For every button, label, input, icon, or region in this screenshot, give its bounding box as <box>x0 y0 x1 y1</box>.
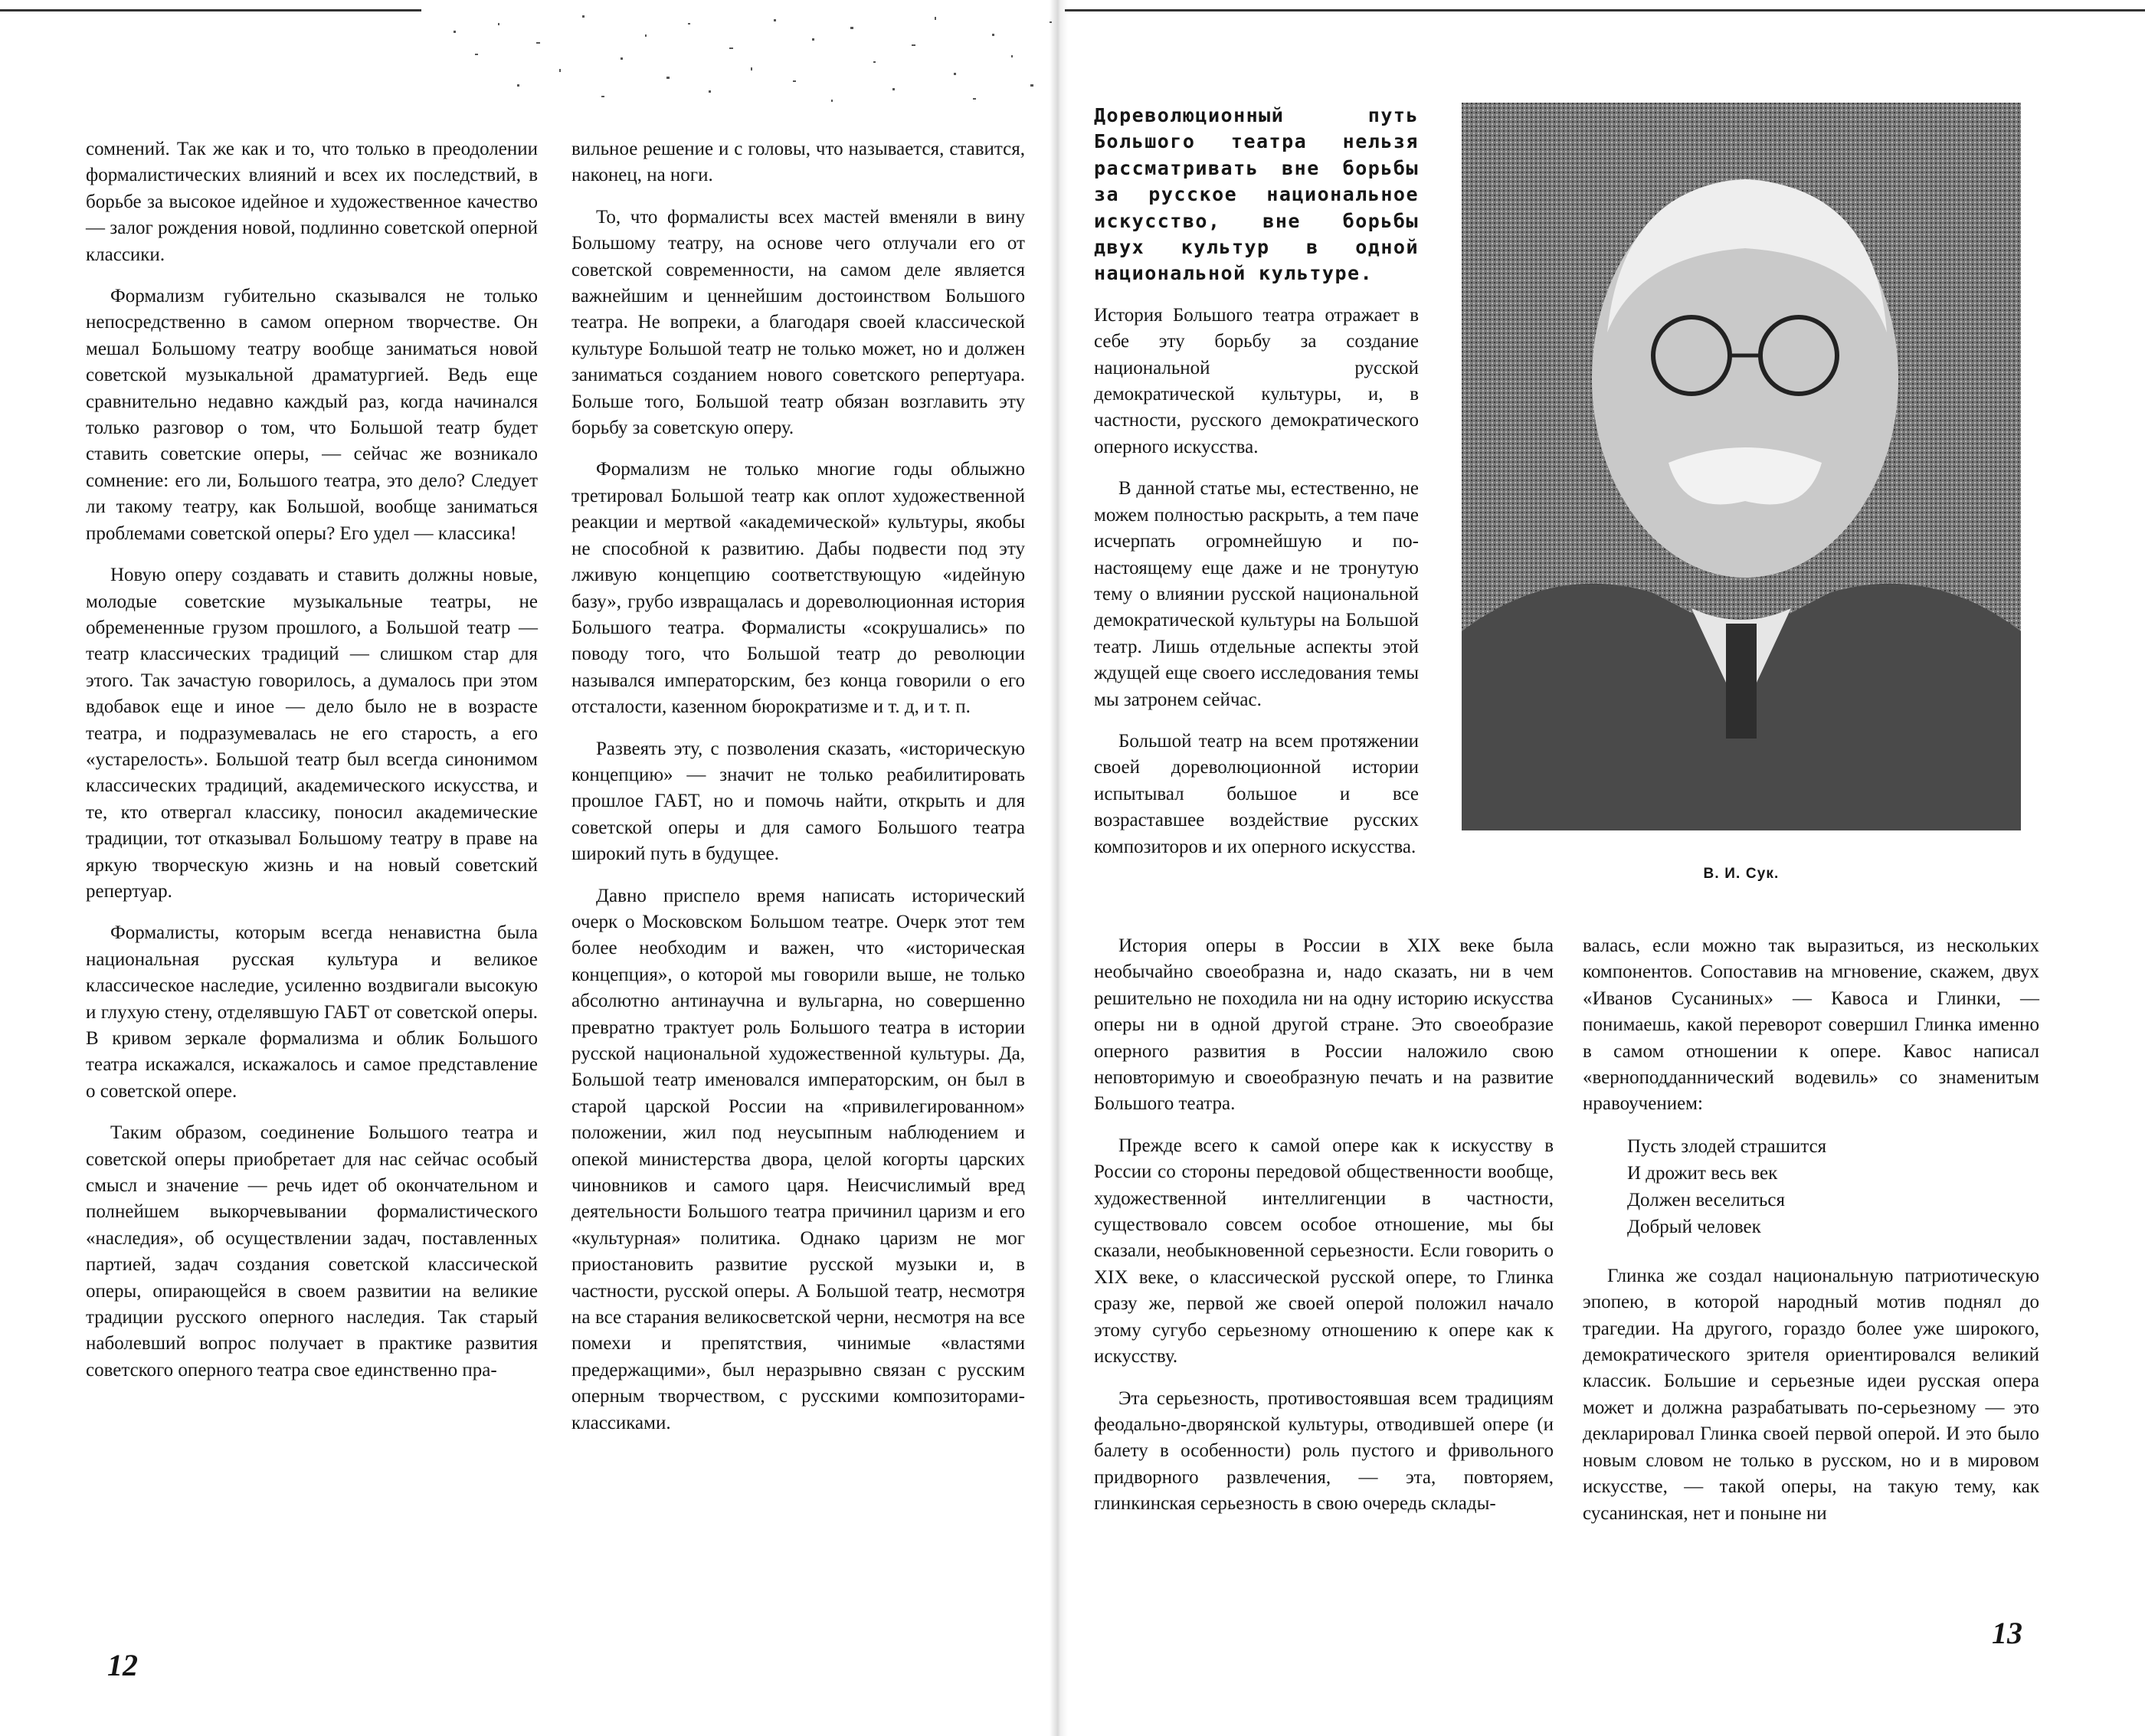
paragraph: Глинка же создал национальную патриотическую эпопею, в которой народный мотив поднял до трагедии. На другого, гораздо более уже широкого, демократического зрителя ориентировался великий классик. Большие и серьезные идеи русская опера может и должна разрабатывать по-серьезному — это декларировал Глинка своей первой оперой. И это было новым словом не только в русском, но и в мировом искусстве, — такой оперы, на такую тему, как сусанинская, нет и поныне ни <box>1583 1265 2039 1524</box>
poem-line: Должен веселиться <box>1627 1189 1786 1210</box>
paragraph: В данной статье мы, естественно, не можем полностью раскрыть, а тем паче исчерпать огромнейшую и по-настоящему еще даже и не тронутую тему о влиянии русской национальной демократической культуры на Большой театр. Лишь отдельные аспекты этой ждущей еще своего исследования темы мы затронем сейчас. <box>1094 478 1419 710</box>
left-column-2 <box>571 136 1025 1452</box>
paragraph: Таким образом, соединение Большого театра и советской оперы приобретает для нас сейчас особый смысл и значение — речь идет об окончательном и полнейшем выкорчевывании формалистического «наследия», об осуществлении задач, поставленных партией, задач создания советской классической оперы, опирающейся в своем развитии на великие традиции русского оперного наследия. Так старый наболевший вопрос получает в практике развития советского оперного театра свое единственно пра- <box>86 1122 538 1381</box>
paragraph: Формалисты, которым всегда ненавистна была национальная русская культура и великое классическое наследие, усиленно воздвигали высокую и глухую стену, отделявшую ГАБТ от советской оперы. В кривом зеркале формализма и облик Большого театра искажался, искажалось и самое представление о советской опере. <box>86 922 538 1102</box>
paragraph: Прежде всего к самой опере как к искусству в России со стороны передовой общественности вообще, художественной интеллигенции в частности, существовало совсем особое отношение, мы бы сказали, необыкновенной серьезности. Если говорить о XIX веке, о классической русской опере, то Глинка сразу же, первой же своей оперой положил начало этому сугубо серьезному отношению к опере как к искусству. <box>1094 1135 1554 1368</box>
poem-line: И дрожит весь век <box>1627 1162 1778 1184</box>
paragraph: Формализм губительно сказывался не только непосредственно в самом оперном творчестве. Он мешал Большому театру вообще заниматься новой советской музыкальной драматургией. Ведь еще сравнительно недавно каждый раз, когда начинался только разговор о том, что Большой театр будет ставить советские оперы, — сейчас же возникало сомнение: его ли, Большого театра, это дело? Следует ли такому театру, как Большой, вообще заниматься проблемами советской оперы? Его удел — классика! <box>86 286 538 544</box>
paragraph: Большой театр на всем протяжении своей дореволюционной истории испытывал большое и все возраставшее воздействие русских композиторов и их оперного искусства. <box>1094 730 1419 857</box>
portrait-tie <box>1726 624 1757 739</box>
right-column-1-lower <box>1094 933 1554 1533</box>
right-column-1 <box>1094 103 1419 876</box>
left-column-1 <box>86 136 538 1399</box>
poem-line: Пусть злодей страшится <box>1627 1135 1827 1157</box>
paragraph: вильное решение и с головы, что называется, ставится, наконец, на ноги. <box>571 139 1025 186</box>
paragraph: валась, если можно так выразиться, из нескольких компонентов. Сопоставив на мгновение, скажем, двух «Иванов Сусаниных» — Кавоса и Глинки, — понимаешь, какой переворот совершил Глинка именно в самом отношении к опере. Кавос написал «верноподданнический водевиль» со знаменитым нравоучением: <box>1583 935 2039 1115</box>
paragraph: То, что формалисты всех мастей вменяли в вину Большому театру, на основе чего отлучали его от советской современности, на самом деле является важнейшим и ценнейшим достоинством Большого театра. Не вопреки, а благодаря своей классической культуре Большой театр не только может, но и должен заниматься созданием нового советского репертуара. Больше того, Большой театр обязан возглавить эту борьбу за советскую оперу. <box>571 206 1025 439</box>
right-column-2 <box>1583 933 2039 1542</box>
poem-line: Добрый человек <box>1627 1216 1761 1237</box>
paragraph: Развеять эту, с позволения сказать, «историческую концепцию» — значит не только реабилитировать прошлое ГАБТ, но и помочь найти, открыть и для советской оперы и для самого Большого театра широкий путь в будущее. <box>571 738 1025 865</box>
paragraph: сомнений. Так же как и то, что только в преодолении формалистических влияний и всех их последствий, в борьбе за высокое идейное и художественное качество — залог рождения новой, подлинно советской оперной классики. <box>86 139 538 265</box>
paragraph: Новую оперу создавать и ставить должны новые, молодые советские музыкальные театры, не обремененные грузом прошлого, а Большой театр — театр классических традиций — слишком стар для этого. Так зачастую говорилось, а думалось при этом вдобавок еще и иное — дело было не в возрасте театра, и подразумевалась не его старость, а его «устарелость». Большой театр был всегда синонимом классических традиций, академического искусства, и те, кто отвергал классику, поносил академические традиции, тот отказывал Большому театру в праве на яркую творческую жизнь и на новый советский репертуар. <box>86 565 538 902</box>
paragraph: Давно приспело время написать исторический очерк о Московском Большом театре. Очерк этот тем более необходим и важен, что «историческая концепция», о которой мы говорили выше, не только абсолютно антинаучна и вульгарна, но совершенно превратно трактует роль Большого театра в истории русской национальной художественной культуры. Да, Большой театр именовался императорским, он был в старой царской России на «привилегированном» положении, жил под неусыпным наблюдением и опекой министерства двора, целой когорты царских чиновников и самого царя. Неисчислимый вред деятельности Большого театра причинил царизм и его «культурная» политика. Однако царизм не мог приостановить развитие русской музыки и, в частности, русской оперы. А Большой театр, несмотря на все старания великосветской черни, несмотря на все помехи и препятствия, чинимые «властями предержащими», был неразрывно связан с русским оперным творчеством, с русскими композиторами-классиками. <box>571 885 1025 1433</box>
page-number-left: 12 <box>107 1648 138 1682</box>
photo-caption: В. И. Сук. <box>1703 866 1780 882</box>
poem-quote <box>1627 1133 2039 1240</box>
paragraph: История Большого театра отражает в себе эту борьбу за создание национальной русской демократической культуры, и, в частности, русского демократического оперного искусства. <box>1094 304 1419 457</box>
portrait-photo <box>1462 103 2021 830</box>
portrait-moustache <box>1669 447 1822 504</box>
page-number-right: 13 <box>1992 1616 2022 1650</box>
paragraph: Эта серьезность, противостоявшая всем традициям феодально-дворянской культуры, отводившей опере (и балету в особенности) роль пустого и фривольного придворного развлечения, — эта, повторяем, глинкинская серьезность в свою очередь склады- <box>1094 1387 1554 1515</box>
paragraph: Формализм не только многие годы облыжно третировал Большой театр как оплот художественной реакции и мертвой «академической» культуры, якобы не способной к развитию. Дабы подвести под эту лживую концепцию соответствующую «идейную базу», грубо извращалась и дореволюционная история Большого театра. Формалисты «сокрушались» по поводу того, что Большой театр до революции назывался императорским, без конца говорили о его отсталости, казенном бюрократизме и т. д, и т. п. <box>571 459 1025 718</box>
lead-paragraph: Дореволюционный путь Большого театра нельзя рассматривать вне борьбы за русское национальное искусство, вне борьбы двух культур в одной национальной культуре. <box>1094 104 1419 285</box>
left-page <box>0 0 1060 1736</box>
paragraph: История оперы в России в XIX веке была необычайно своеобразна и, надо сказать, ни в чем решительно не походила ни на одну историю искусства оперы ни в одной другой стране. Это своеобразие оперного развития в России наложило свою неповторимую и своеобразную печать и на развитие Большого театра. <box>1094 935 1554 1115</box>
